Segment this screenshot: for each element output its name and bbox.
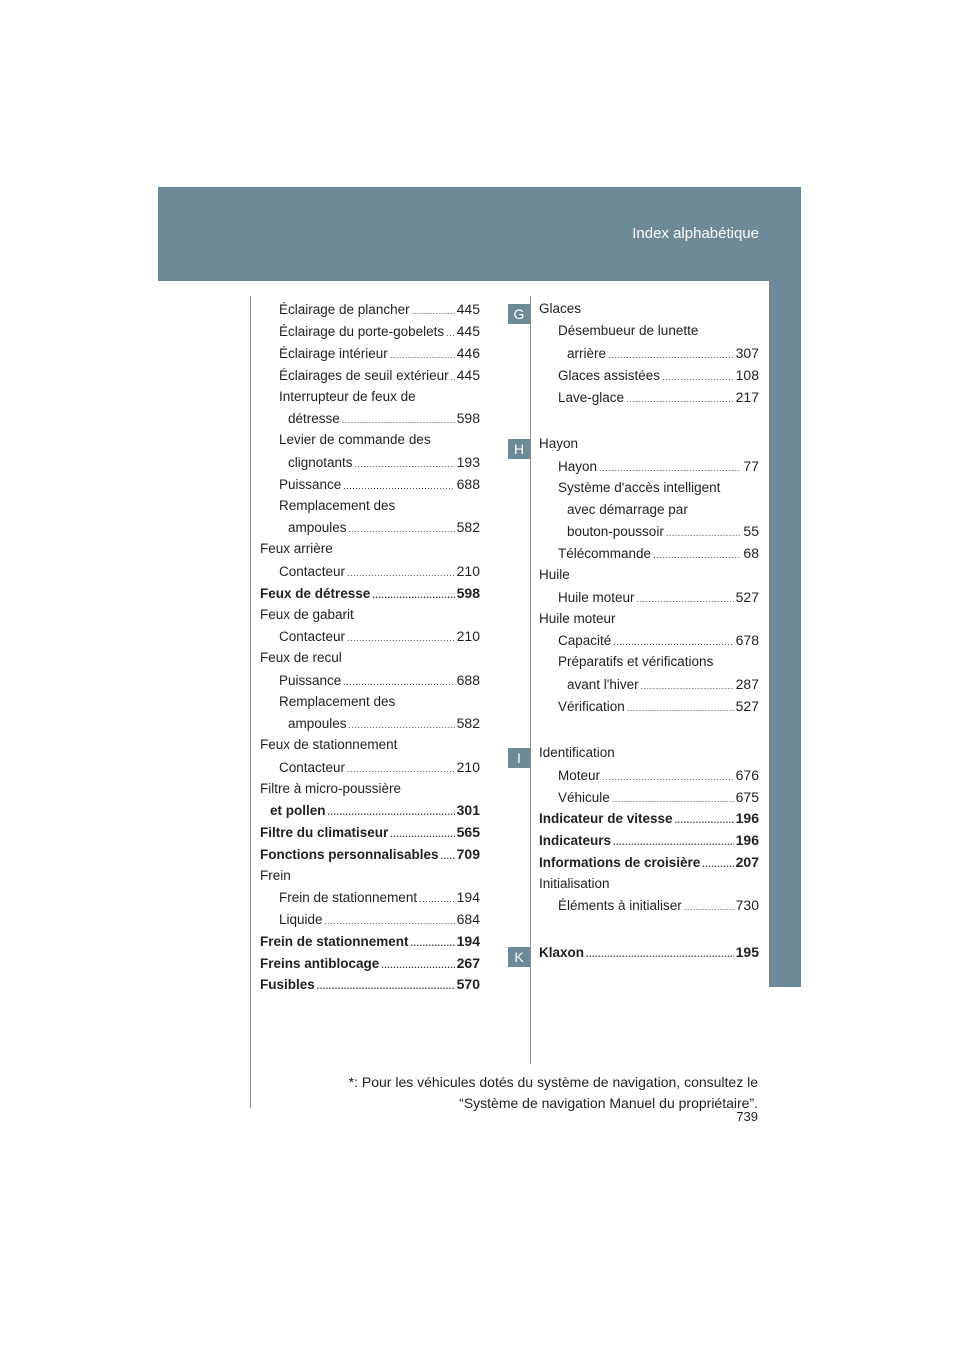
index-term: Interrupteur de feux de [279,389,416,404]
index-page-number: 582 [456,715,480,731]
index-page-number: 194 [456,889,480,905]
index-term: Vérification [558,699,625,714]
dot-leader [626,388,734,404]
dot-leader [641,675,734,691]
index-entry [558,787,759,807]
index-page-number: 267 [456,955,480,971]
index-term: Hayon [539,436,579,451]
index-term: Glaces [539,301,582,316]
index-entry [279,692,480,712]
index-term: Contacteur [279,629,346,644]
index-term: Désembueur de lunette [558,323,699,338]
index-entry [260,605,480,625]
index-term: Frein de stationnement [260,934,409,949]
index-entry [260,583,480,603]
section-letter-i: I [508,748,530,768]
dot-leader [343,671,454,687]
index-entry [260,953,480,973]
index-entry [279,343,480,363]
index-entry [279,626,480,646]
index-entry [279,670,480,690]
index-entry [260,735,480,755]
index-entry [539,874,759,894]
dot-leader [627,697,734,713]
index-entry [567,521,759,541]
index-term: Éclairage du porte-gobelets [279,324,445,339]
index-term: Fonctions personnalisables [260,847,439,862]
dot-leader [342,409,455,425]
index-term: Freins antiblocage [260,956,380,971]
index-page-number: 55 [743,523,759,539]
index-entry [279,430,480,450]
index-page-number: 598 [456,585,480,601]
index-term: Puissance [279,673,342,688]
index-term: Fusibles [260,977,315,992]
footnote-line-1: *: Pour les véhicules dotés du système de navigation, consultez le [348,1074,758,1090]
index-entry [558,456,759,476]
index-term: avec démarrage par [567,502,688,517]
index-entry [539,852,759,872]
index-entry [288,452,480,472]
index-term: Télécommande [558,546,652,561]
dot-leader [666,522,742,538]
index-term: bouton-poussoir [567,524,664,539]
index-term: Éclairage intérieur [279,346,388,361]
index-entry [539,942,759,962]
index-term: Éléments à initialiser [558,898,682,913]
index-entry [558,895,759,915]
section-letter-k: K [508,947,530,967]
index-page-number: 445 [456,301,480,317]
index-term: Capacité [558,633,612,648]
index-page-number: 287 [735,676,759,692]
index-entry [288,408,480,428]
index-term: Liquide [279,912,323,927]
index-term: clignotants [288,455,353,470]
dot-leader [653,544,741,560]
index-page-number: 678 [735,632,759,648]
index-page-number: 196 [735,810,759,826]
index-entry [260,539,480,559]
index-page-number: 675 [735,789,759,805]
index-entry [558,765,759,785]
index-term: Feux de détresse [260,586,371,601]
index-entry [558,696,759,716]
index-entry [260,866,480,886]
page-header [158,187,801,281]
index-term: Remplacement des [279,498,396,513]
index-entry [539,830,759,850]
dot-leader [390,823,454,839]
index-term: Huile [539,567,570,582]
index-page-number: 195 [735,944,759,960]
index-entry [260,648,480,668]
index-entry [567,674,759,694]
index-entry [539,808,759,828]
dot-leader [412,300,455,316]
index-entry [567,343,759,363]
index-term: arrière [567,346,607,361]
dot-leader [317,975,455,991]
dot-leader [381,954,454,970]
index-term: Hayon [558,459,598,474]
index-term: détresse [288,411,340,426]
index-entry [279,561,480,581]
index-entry [260,822,480,842]
dot-leader [451,366,455,382]
index-page-number: 210 [456,628,480,644]
dot-leader [347,758,455,774]
index-term: et pollen [270,803,326,818]
index-page-number: 565 [456,824,480,840]
dot-leader [347,562,455,578]
dot-leader [349,714,455,730]
index-page-number: 194 [456,933,480,949]
index-term: Identification [539,745,615,760]
index-term: Feux de gabarit [260,607,354,622]
index-term: Indicateur de vitesse [539,811,673,826]
footnote-line-2: “Système de navigation Manuel du propriétaire”. [459,1095,758,1111]
index-term: ampoules [288,716,347,731]
dot-leader [446,322,455,338]
index-term: Indicateurs [539,833,612,848]
index-page-number: 688 [456,476,480,492]
index-entry [260,974,480,994]
index-page-number: 527 [735,698,759,714]
index-entry [279,909,480,929]
index-term: Informations de croisière [539,855,701,870]
index-term: Véhicule [558,790,610,805]
index-entry [558,652,759,672]
dot-leader [599,457,741,473]
index-entry [279,365,480,385]
index-entry [539,609,759,629]
index-term: Contacteur [279,760,346,775]
index-entry [279,321,480,341]
index-term: Huile moteur [558,590,635,605]
index-page-number: 527 [735,589,759,605]
index-entry [558,543,759,563]
index-term: Système d'accès intelligent [558,480,721,495]
index-page-number: 446 [456,345,480,361]
index-page-number: 207 [735,854,759,870]
dot-leader [675,809,734,825]
index-page-number: 582 [456,519,480,535]
index-term: Puissance [279,477,342,492]
index-page-number: 730 [735,897,759,913]
index-entry [558,365,759,385]
dot-leader [325,910,455,926]
index-term: Préparatifs et vérifications [558,654,714,669]
index-term: Huile moteur [539,611,616,626]
index-entry [260,844,480,864]
dot-leader [328,801,455,817]
index-term: Klaxon [539,945,585,960]
index-entry [279,887,480,907]
index-term: Remplacement des [279,694,396,709]
dot-leader [702,853,733,869]
index-page-number: 217 [735,389,759,405]
index-term: Glaces assistées [558,368,661,383]
section-letter-g: G [508,304,530,324]
index-page-number: 598 [456,410,480,426]
index-entry [279,757,480,777]
dot-leader [419,888,455,904]
index-term: Levier de commande des [279,432,431,447]
dot-leader [613,831,734,847]
index-term: Initialisation [539,876,610,891]
index-term: Feux de stationnement [260,737,398,752]
dot-leader [355,453,455,469]
dot-leader [372,584,454,600]
index-page-number: 676 [735,767,759,783]
index-term: Lave-glace [558,390,625,405]
index-page-number: 193 [456,454,480,470]
index-entry [279,387,480,407]
header-title: Index alphabétique [632,225,759,242]
dot-leader [586,943,734,959]
index-entry [567,500,759,520]
index-term: ampoules [288,520,347,535]
index-entry [558,387,759,407]
index-page-number: 77 [743,458,759,474]
left-divider [250,296,251,1108]
index-entry [279,474,480,494]
index-entry [270,800,480,820]
dot-leader [613,631,733,647]
index-entry [539,434,759,454]
index-entry [539,565,759,585]
index-entry [558,630,759,650]
index-term: Contacteur [279,564,346,579]
dot-leader [637,588,734,604]
index-page-number: 688 [456,672,480,688]
index-term: Frein de stationnement [279,890,418,905]
index-page-number: 210 [456,759,480,775]
dot-leader [612,788,734,804]
index-entry [558,321,759,341]
index-term: Moteur [558,768,601,783]
dot-leader [411,932,455,948]
index-page-number: 301 [456,802,480,818]
index-page-number: 445 [456,323,480,339]
index-term: avant l'hiver [567,677,639,692]
dot-leader [608,344,734,360]
index-page-number: 108 [735,367,759,383]
index-term: Filtre du climatiseur [260,825,389,840]
index-entry [260,931,480,951]
index-entry [558,478,759,498]
index-term: Feux arrière [260,541,333,556]
index-term: Feux de recul [260,650,342,665]
dot-leader [347,627,455,643]
index-page-number: 307 [735,345,759,361]
index-term: Filtre à micro-poussière [260,781,402,796]
dot-leader [343,475,454,491]
index-entry [288,713,480,733]
index-page-number: 445 [456,367,480,383]
dot-leader [390,344,455,360]
index-entry [279,496,480,516]
index-page-number: 210 [456,563,480,579]
index-entry [558,587,759,607]
index-entry [288,517,480,537]
index-page-number: 709 [456,846,480,862]
dot-leader [602,766,734,782]
index-entry [539,299,759,319]
index-term: Éclairage de plancher [279,302,410,317]
index-page-number: 68 [743,545,759,561]
index-entry [279,299,480,319]
side-tab [769,281,801,987]
index-page-number: 196 [735,832,759,848]
index-entry [539,743,759,763]
section-letter-h: H [508,439,530,459]
dot-leader [349,518,455,534]
index-term: Frein [260,868,291,883]
dot-leader [441,845,455,861]
index-page-number: 684 [456,911,480,927]
page-number: 739 [736,1109,758,1124]
center-divider [530,296,531,1064]
index-page-number: 570 [456,976,480,992]
dot-leader [662,366,734,382]
dot-leader [684,896,734,912]
index-term: Éclairages de seuil extérieur [279,368,449,383]
index-entry [260,779,480,799]
